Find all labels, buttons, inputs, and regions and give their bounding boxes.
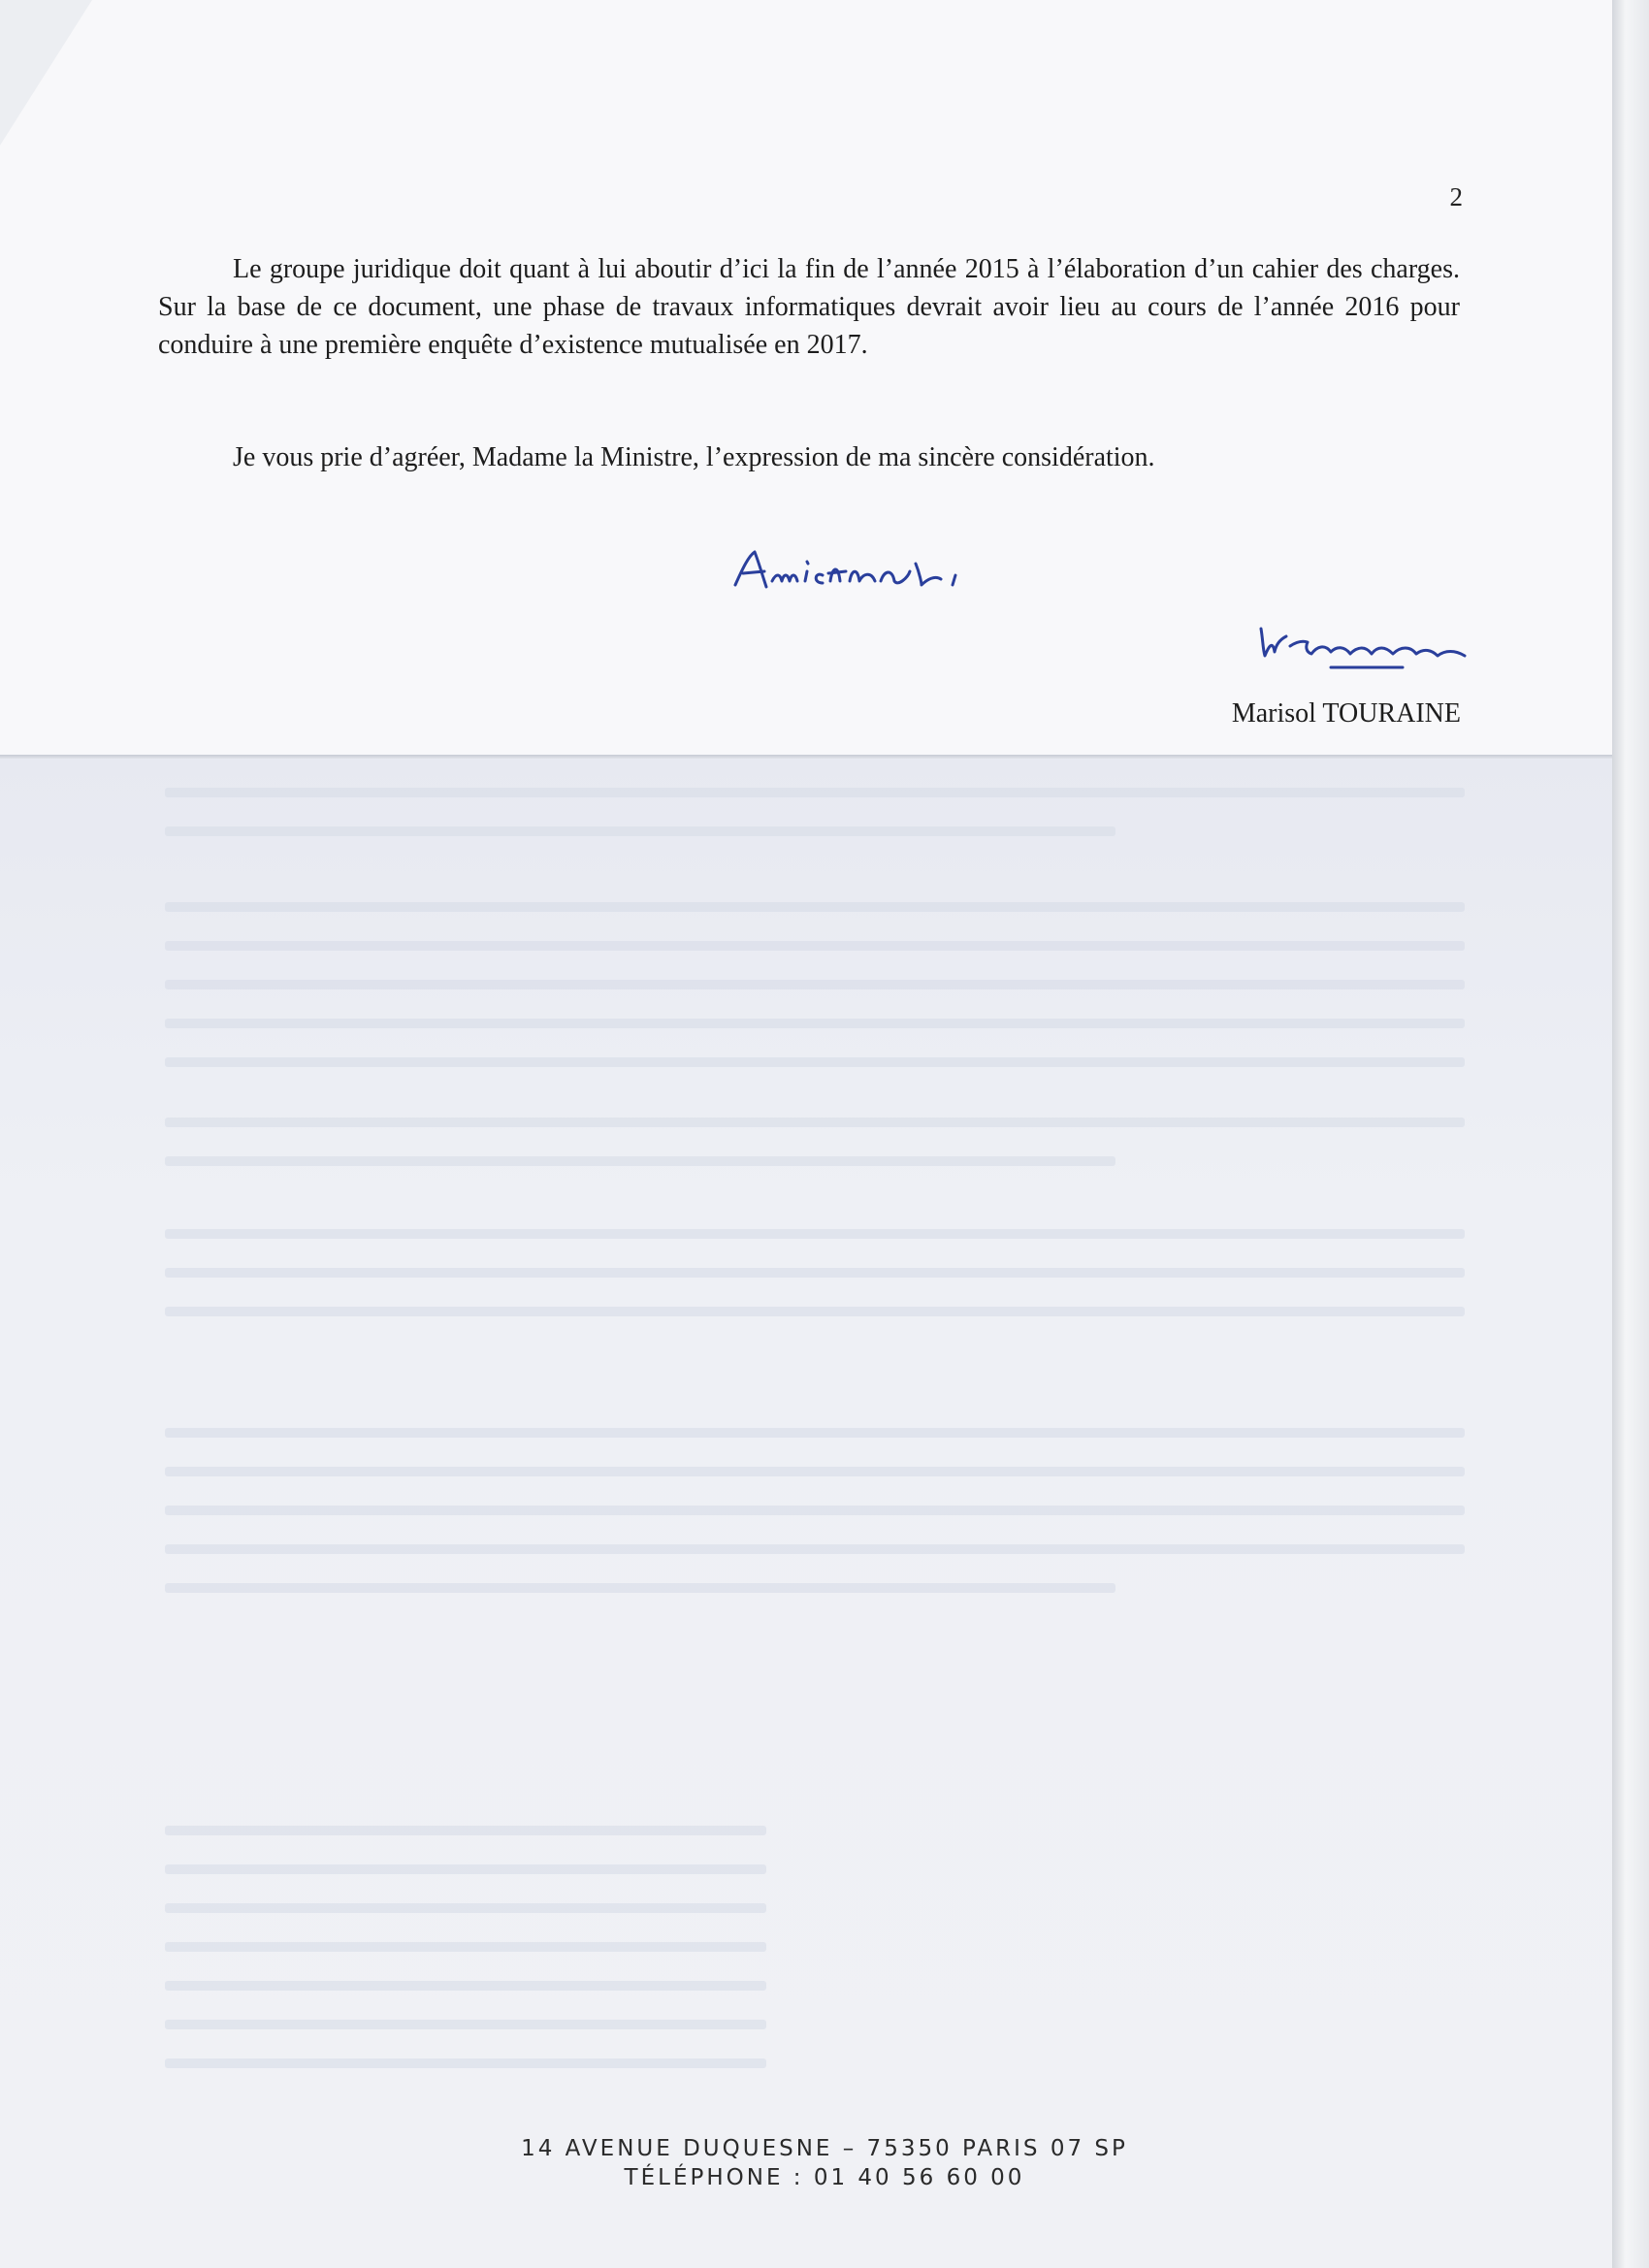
bleed-through-line bbox=[165, 1981, 766, 1991]
body-paragraph: Le groupe juridique doit quant à lui aboutir d’ici la fin de l’année 2015 à l’élaboration d’un cahier des charges. Sur la base de ce document, une phase de travaux informatiques devrait avoir lieu au cours de l’année 2016 pour conduire à une première enquête d’existence mutualisée en 2017. bbox=[158, 254, 1460, 360]
signature bbox=[1257, 617, 1471, 677]
bleed-through-line bbox=[165, 2058, 766, 2068]
bleed-through-line bbox=[165, 980, 1465, 989]
footer-phone: TÉLÉPHONE : 01 40 56 60 00 bbox=[624, 2165, 1025, 2190]
bleed-through-line bbox=[165, 1428, 1465, 1438]
bleed-through-line bbox=[165, 1544, 1465, 1554]
bleed-through-line bbox=[165, 1229, 1465, 1239]
bleed-through-line bbox=[165, 1826, 766, 1835]
lower-panel bbox=[0, 759, 1612, 2268]
bleed-through-line bbox=[165, 941, 1465, 951]
scanner-background bbox=[1610, 0, 1649, 2268]
bleed-through-line bbox=[165, 1506, 1465, 1515]
bleed-through-line bbox=[165, 1942, 766, 1952]
bleed-through-line bbox=[165, 788, 1465, 797]
bleed-through-line bbox=[165, 1118, 1465, 1127]
bleed-through-line bbox=[165, 1019, 1465, 1028]
signer-name: Marisol TOURAINE bbox=[1231, 698, 1461, 729]
footer-address: 14 AVENUE DUQUESNE – 75350 PARIS 07 SP bbox=[521, 2136, 1128, 2161]
bleed-through-line bbox=[165, 1864, 766, 1874]
handwritten-note bbox=[729, 538, 1001, 606]
closing-paragraph: Je vous prie d’agréer, Madame la Ministre, l’expression de ma sincère considération. bbox=[233, 442, 1155, 472]
bleed-through-line bbox=[165, 1057, 1465, 1067]
page-number: 2 bbox=[1449, 182, 1463, 211]
bleed-through-line bbox=[165, 1307, 1465, 1316]
bleed-through-line bbox=[165, 1903, 766, 1913]
bleed-through-line bbox=[165, 1467, 1465, 1476]
bleed-through-line bbox=[165, 826, 1116, 836]
letterhead-footer bbox=[388, 2134, 1261, 2192]
bleed-through-line bbox=[165, 1268, 1465, 1278]
bleed-through-line bbox=[165, 1156, 1116, 1166]
bleed-through-line bbox=[165, 1583, 1116, 1593]
bleed-through-line bbox=[165, 902, 1465, 912]
bleed-through-line bbox=[165, 2020, 766, 2029]
